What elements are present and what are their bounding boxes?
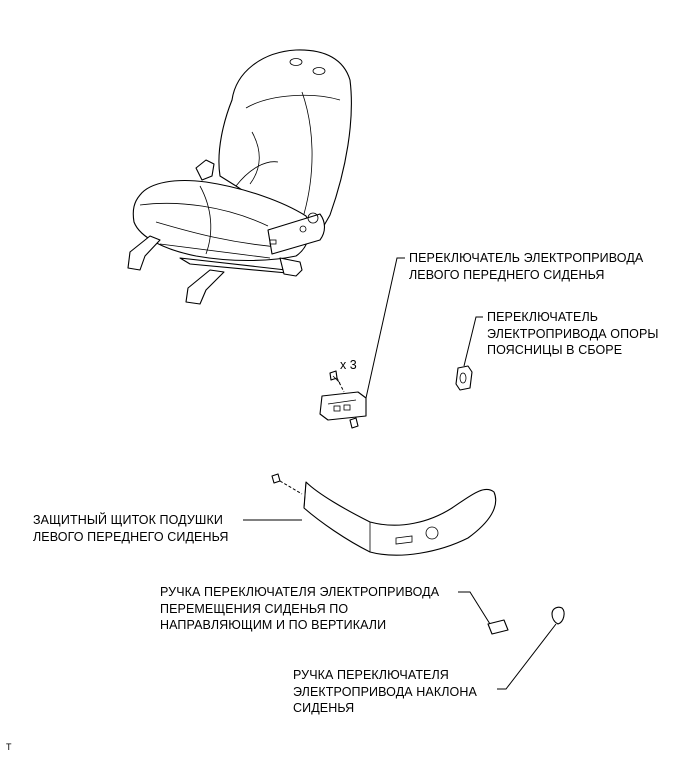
screw-quantity-label: x 3	[340, 358, 357, 372]
lumbar-switch-label-line: ЭЛЕКТРОПРИВОДА ОПОРЫ	[487, 326, 659, 341]
lumbar-switch-label-line: ПОЯСНИЦЫ В СБОРЕ	[487, 343, 623, 357]
recline-knob-drawing	[552, 607, 564, 624]
slide-knob-label-line: НАПРАВЛЯЮЩИМ И ПО ВЕРТИКАЛИ	[160, 618, 387, 632]
recline-knob-label-line: СИДЕНЬЯ	[293, 701, 355, 715]
slide-knob-label-line: ПЕРЕМЕЩЕНИЯ СИДЕНЬЯ ПО	[160, 601, 349, 616]
figure-code: T	[6, 742, 12, 752]
power-seat-switch-label-line: ПЕРЕКЛЮЧАТЕЛЬ ЭЛЕКТРОПРИВОДА	[409, 251, 644, 265]
power-seat-switch-label-line: ЛЕВОГО ПЕРЕДНЕГО СИДЕНЬЯ	[409, 267, 605, 282]
recline-knob-label	[293, 667, 477, 717]
cushion-shield-label	[33, 512, 228, 545]
lumbar-switch-label	[487, 309, 659, 359]
slide-knob-label-line: РУЧКА ПЕРЕКЛЮЧАТЕЛЯ ЭЛЕКТРОПРИВОДА	[160, 585, 440, 599]
power-seat-switch-label	[409, 250, 643, 283]
lumbar-switch-label-line: ПЕРЕКЛЮЧАТЕЛЬ	[487, 310, 599, 324]
seat-assembly-drawing	[128, 50, 351, 304]
recline-knob-label-line: ЭЛЕКТРОПРИВОДА НАКЛОНА	[293, 684, 477, 699]
lumbar-switch-drawing	[456, 366, 472, 390]
slide-knob-drawing	[488, 620, 508, 634]
cushion-shield-label-line: ЛЕВОГО ПЕРЕДНЕГО СИДЕНЬЯ	[33, 529, 229, 544]
recline-knob-label-line: РУЧКА ПЕРЕКЛЮЧАТЕЛЯ	[293, 668, 449, 682]
power-seat-switch-drawing	[320, 371, 366, 428]
slide-knob-label	[160, 584, 439, 634]
cushion-shield-label-line: ЗАЩИТНЫЙ ЩИТОК ПОДУШКИ	[33, 513, 223, 527]
cushion-shield-drawing	[272, 474, 496, 555]
